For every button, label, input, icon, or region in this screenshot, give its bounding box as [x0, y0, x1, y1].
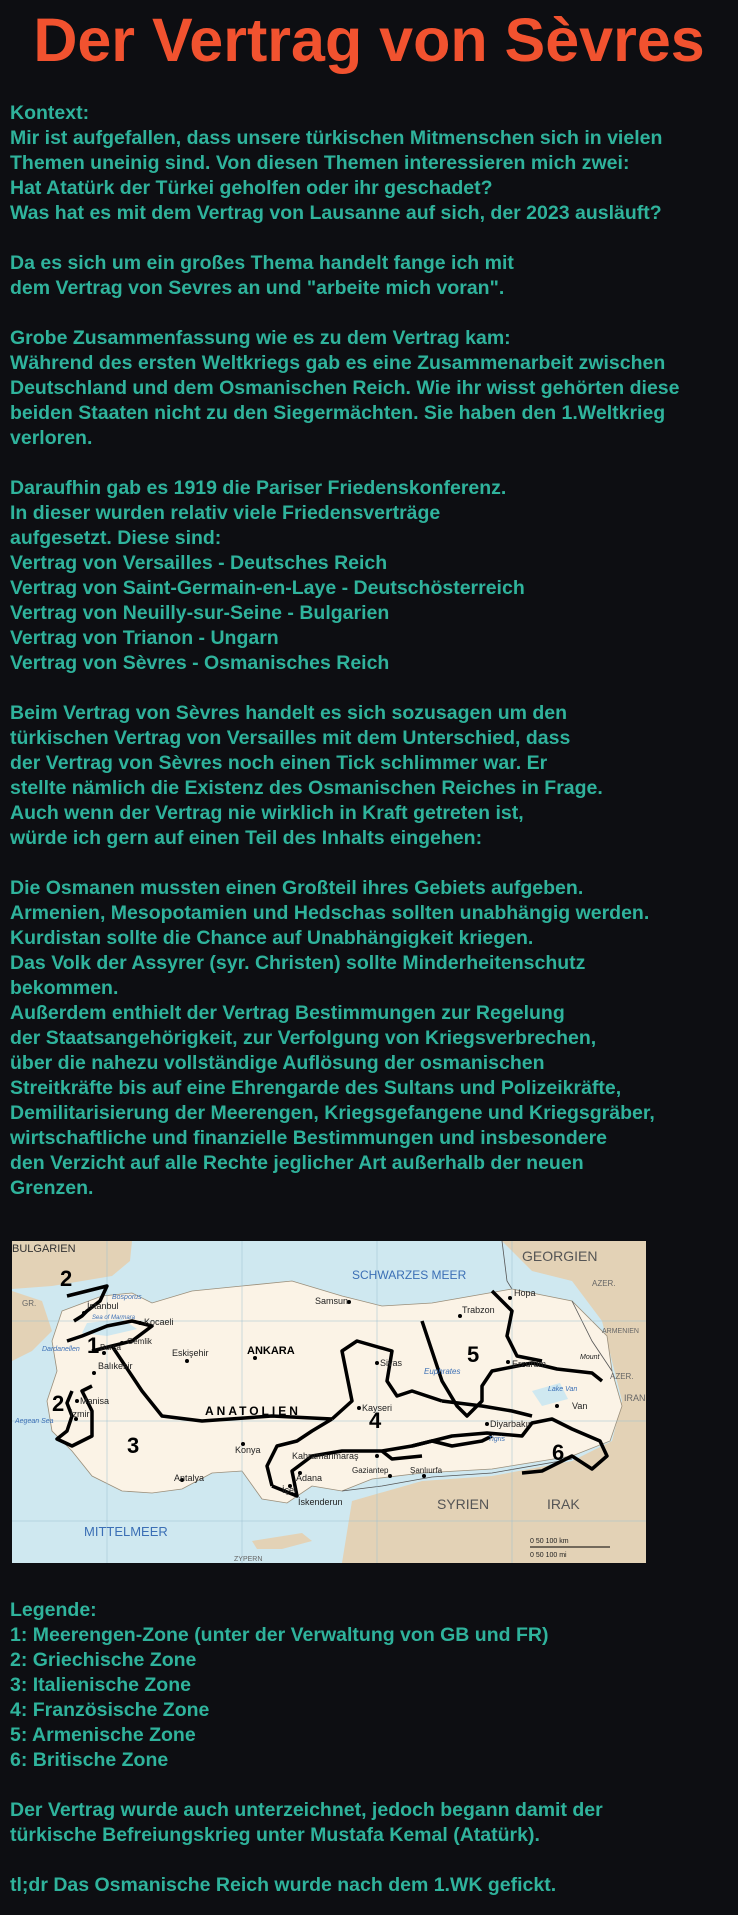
treaty-map	[12, 1241, 646, 1563]
intro-line: Das Volk der Assyrer (syr. Christen) sollte Minderheitenschutz	[10, 952, 586, 974]
intro-text	[10, 101, 730, 1201]
zone-2-south: 2	[52, 1391, 65, 1416]
map-label-lake-van: Lake Van	[548, 1386, 578, 1393]
map-label-bosporus: Bosporus	[112, 1294, 142, 1301]
map-label-van: Van	[572, 1401, 588, 1411]
map-label-gaziantep: Gaziantep	[352, 1466, 389, 1475]
map-label-eskisehir: Eskişehir	[172, 1348, 209, 1358]
map-label-manisa: Manisa	[80, 1396, 110, 1406]
intro-line: Mir ist aufgefallen, dass unsere türkischen Mitmenschen sich in vielen	[10, 127, 663, 149]
map-label-mount: Mount	[580, 1354, 600, 1361]
map-label-mittelmeer: MITTELMEER	[84, 1524, 168, 1539]
intro-line: Da es sich um ein großes Thema handelt fange ich mit	[10, 252, 514, 274]
map-label-sivas: Sivas	[380, 1358, 403, 1368]
intro-line: In dieser wurden relativ viele Friedensverträge	[10, 502, 441, 524]
intro-line: Vertrag von Sèvres - Osmanisches Reich	[10, 652, 390, 674]
legend-line: Der Vertrag wurde auch unterzeichnet, jedoch begann damit der	[10, 1799, 603, 1821]
intro-line: Die Osmanen mussten einen Großteil ihres Gebiets aufgeben.	[10, 877, 584, 899]
map-label-zypern: ZYPERN	[234, 1556, 263, 1563]
intro-line: über die nahezu vollständige Auflösung der osmanischen	[10, 1052, 545, 1074]
map-label-kahramanmaras: Kahramanmaraş	[292, 1451, 359, 1461]
intro-line: Vertrag von Saint-Germain-en-Laye - Deutschösterreich	[10, 577, 525, 599]
legend-line: 1: Meerengen-Zone (unter der Verwaltung von GB und FR)	[10, 1624, 549, 1646]
intro-line: Themen uneinig sind. Von diesen Themen interessieren mich zwei:	[10, 152, 630, 174]
map-label-georgien: GEORGIEN	[522, 1248, 598, 1264]
intro-line: Streitkräfte bis auf eine Ehrengarde des Sultans und Polizeikräfte,	[10, 1077, 622, 1099]
map-label-sanliurfa: Şanlıurfa	[410, 1466, 443, 1475]
map-label-bulgarien: BULGARIEN	[12, 1243, 76, 1255]
map-label-diyarbakir: Diyarbakır	[490, 1419, 532, 1429]
map-label-gr: GR.	[22, 1299, 37, 1308]
map-label-euphrates: Euphrates	[424, 1367, 461, 1376]
intro-line: Deutschland und dem Osmanischen Reich. Wie ihr wisst gehörten diese	[10, 377, 680, 399]
legend-line: türkische Befreiungskrieg unter Mustafa Kemal (Atatürk).	[10, 1824, 540, 1846]
intro-line	[10, 226, 730, 251]
intro-line: Demilitarisierung der Meerengen, Kriegsgefangene und Kriegsgräber,	[10, 1102, 655, 1124]
map-label-erzurum: Erzurum	[512, 1359, 547, 1369]
legend-line: 3: Italienische Zone	[10, 1674, 191, 1696]
intro-line: der Vertrag von Sèvres noch einen Tick schlimmer war. Er	[10, 752, 548, 774]
legend-line: 5: Armenische Zone	[10, 1724, 196, 1746]
intro-line: Kontext:	[10, 102, 90, 124]
map-label-icel: İçel	[282, 1485, 297, 1495]
intro-line: den Verzicht auf alle Rechte jeglicher Art außerhalb der neuen	[10, 1152, 584, 1174]
legend-line: 6: Britische Zone	[10, 1749, 169, 1771]
intro-line: Hat Atatürk der Türkei geholfen oder ihr geschadet?	[10, 177, 493, 199]
map-scale-km: 0 50 100 km	[530, 1538, 569, 1545]
intro-line	[10, 301, 730, 326]
intro-line: türkischen Vertrag von Versailles mit dem Unterschied, dass	[10, 727, 571, 749]
map-label-sea-marmara: Sea of Marmara	[92, 1315, 136, 1321]
zone-4: 4	[369, 1408, 382, 1433]
zone-6: 6	[552, 1440, 565, 1465]
intro-line: Vertrag von Versailles - Deutsches Reich	[10, 552, 388, 574]
map-label-kayseri: Kayseri	[362, 1403, 393, 1413]
map-label-tigris: Tigris	[488, 1436, 506, 1443]
zone-3: 3	[127, 1433, 140, 1458]
map-label-aegean: Aegean Sea	[15, 1418, 54, 1425]
map-label-gemlik: Gemlik	[127, 1337, 152, 1346]
intro-line: Auch wenn der Vertrag nie wirklich in Kraft getreten ist,	[10, 802, 524, 824]
intro-line: bekommen.	[10, 977, 119, 999]
zone-5: 5	[467, 1342, 480, 1367]
intro-line: der Staatsangehörigkeit, zur Verfolgung von Kriegsverbrechen,	[10, 1027, 597, 1049]
map-scale-mi: 0 50 100 mi	[530, 1552, 567, 1559]
legend-text	[10, 1598, 730, 1898]
map-label-azer2: AZER.	[610, 1372, 634, 1381]
intro-line: Während des ersten Weltkriegs gab es eine Zusammenarbeit zwischen	[10, 352, 666, 374]
intro-line: Armenien, Mesopotamien und Hedschas sollten unabhängig werden.	[10, 902, 650, 924]
intro-line: aufgesetzt. Diese sind:	[10, 527, 222, 549]
legend-line	[10, 1848, 730, 1873]
intro-line: Grenzen.	[10, 1177, 94, 1199]
intro-line	[10, 676, 730, 701]
map-label-azer: AZER.	[592, 1279, 616, 1288]
intro-line: Vertrag von Neuilly-sur-Seine - Bulgarien	[10, 602, 390, 624]
legend-line: tl;dr Das Osmanische Reich wurde nach dem 1.WK gefickt.	[10, 1874, 557, 1896]
map-label-adana: Adana	[296, 1473, 323, 1483]
intro-line	[10, 451, 730, 476]
map-label-samsun: Samsun	[315, 1296, 349, 1306]
intro-line: verloren.	[10, 427, 93, 449]
page-title: Der Vertrag von Sèvres	[33, 6, 705, 74]
legend-line: 2: Griechische Zone	[10, 1649, 197, 1671]
map-label-antalya: Antalya	[174, 1473, 205, 1483]
map-label-ankara: ANKARA	[247, 1345, 295, 1357]
intro-line: Beim Vertrag von Sèvres handelt es sich sozusagen um den	[10, 702, 568, 724]
intro-line: wirtschaftliche und finanzielle Bestimmungen und insbesondere	[10, 1127, 608, 1149]
map-label-schwarzes-meer: SCHWARZES MEER	[352, 1268, 467, 1282]
map-label-konya: Konya	[235, 1445, 261, 1455]
intro-line: würde ich gern auf einen Teil des Inhalts eingehen:	[10, 827, 483, 849]
intro-line: Was hat es mit dem Vertrag von Lausanne auf sich, der 2023 ausläuft?	[10, 202, 662, 224]
map-label-bursa: Bursa	[100, 1343, 121, 1352]
intro-line: Grobe Zusammenfassung wie es zu dem Vertrag kam:	[10, 327, 511, 349]
map-label-iran: IRAN	[624, 1393, 646, 1403]
intro-line: dem Vertrag von Sevres an und "arbeite mich voran".	[10, 277, 505, 299]
map-label-izmir: İzmir	[70, 1409, 90, 1419]
map-label-armenien: ARMENIEN	[602, 1328, 639, 1335]
map-label-kocaeli: Kocaeli	[144, 1317, 174, 1327]
map-label-trabzon: Trabzon	[462, 1305, 495, 1315]
intro-line: Außerdem enthielt der Vertrag Bestimmungen zur Regelung	[10, 1002, 565, 1024]
map-label-anatolien: ANATOLIEN	[205, 1404, 301, 1418]
legend-line: 4: Französische Zone	[10, 1699, 210, 1721]
intro-line: Vertrag von Trianon - Ungarn	[10, 627, 279, 649]
intro-line	[10, 851, 730, 876]
map-label-istanbul: İstanbul	[87, 1301, 119, 1311]
map-label-dardanellen: Dardanellen	[42, 1346, 80, 1353]
intro-line: Kurdistan sollte die Chance auf Unabhängigkeit kriegen.	[10, 927, 534, 949]
zone-1: 1	[87, 1333, 100, 1358]
intro-line: beiden Staaten nicht zu den Siegermächten. Sie haben den 1.Weltkrieg	[10, 402, 666, 424]
map-label-irak: IRAK	[547, 1496, 580, 1512]
map-label-hopa: Hopa	[514, 1288, 536, 1298]
legend-line	[10, 1773, 730, 1798]
zone-2-north: 2	[60, 1266, 73, 1291]
intro-line: stellte nämlich die Existenz des Osmanischen Reiches in Frage.	[10, 777, 603, 799]
map-label-iskenderun: İskenderun	[298, 1497, 343, 1507]
map-label-balikesir: Balıkesir	[98, 1361, 133, 1371]
legend-line: Legende:	[10, 1599, 97, 1621]
intro-line: Daraufhin gab es 1919 die Pariser Friedenskonferenz.	[10, 477, 507, 499]
map-label-syrien: SYRIEN	[437, 1496, 490, 1512]
